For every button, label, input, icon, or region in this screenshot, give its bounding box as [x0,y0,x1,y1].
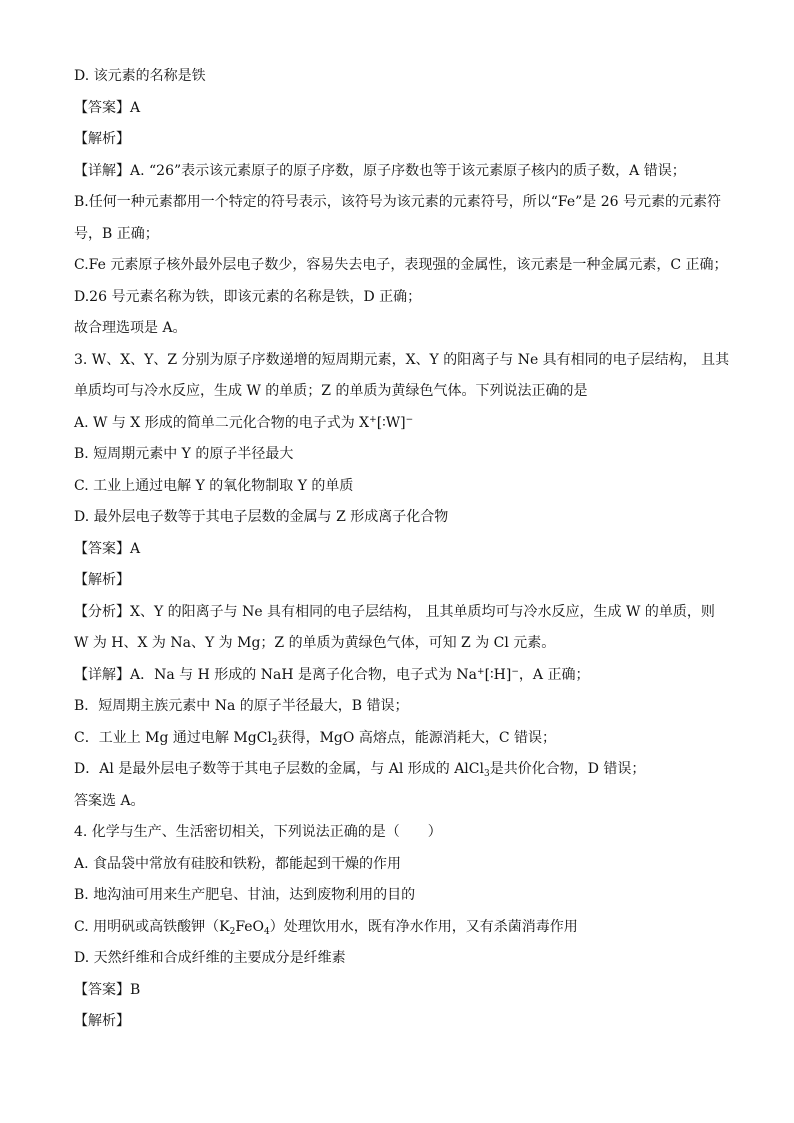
option-b-line: B. 地沟油可用来生产肥皂、甘油，达到废物利用的目的 [74,887,416,903]
analysis-heading: 【解析】 [74,572,130,588]
detail-line: C．工业上 Mg 通过电解 MgCl$_2$获得，MgO 高熔点，能源消耗大，C 错误； [74,730,556,748]
question-4-stem: 4. 化学与生产、生活密切相关，下列说法正确的是（ ） [74,824,442,840]
option-d-line: D. 该元素的名称是铁 [74,68,206,84]
option-c-line: C. 用明矾或高铁酸钾$(K_2FeO_4)$处理饮用水，既有净水作用，又有杀菌消毒作用 [74,919,578,937]
option-a-line: A. 食品袋中常放有硅胶和铁粉，都能起到干燥的作用 [74,856,402,872]
option-d-line: D. 天然纤维和合成纤维的主要成分是纤维素 [74,950,346,966]
question-3-stem: 3. W、X、Y、Z 分别为原子序数递增的短周期元素，X、Y 的阳离子与 Ne 具有相同的电子层结构， 且其 [74,352,730,368]
option-a-line: A. W 与 X 形成的简单二元化合物的电子式为 X+[∶W]− [74,415,414,431]
option-c-line: C. 工业上通过电解 Y 的氧化物制取 Y 的单质 [74,478,354,494]
conclusion-line: 故合理选项是 A。 [74,320,187,336]
detail-line: B.任何一种元素都用一个特定的符号表示，该符号为该元素的元素符号，所以“Fe”是 26 号元素的元素符 [74,194,721,210]
option-b-line: B. 短周期元素中 Y 的原子半径最大 [74,446,294,462]
detail-line: 【详解】A. “26”表示该元素原子的原子序数，原子序数也等于该元素原子核内的质子数，A 错误； [74,163,686,179]
answer-line: 【答案】A [74,541,141,557]
analysis-line: 【分析】X、Y 的阳离子与 Ne 具有相同的电子层结构， 且其单质均可与冷水反应，生成 W 的单质，则 [74,604,715,620]
detail-line: D.26 号元素名称为铁，即该元素的名称是铁，D 正确； [74,289,422,305]
question-3-stem: 单质均可与冷水反应，生成 W 的单质；Z 的单质为黄绿色气体。下列说法正确的是 [74,383,588,399]
analysis-line: W 为 H、X 为 Na、Y 为 Mg；Z 的单质为黄绿色气体，可知 Z 为 Cl 元素。 [74,635,556,651]
answer-line: 【答案】A [74,100,141,116]
detail-line: 号，B 正确； [74,226,159,242]
detail-line: C.Fe 元素原子核外最外层电子数少，容易失去电子，表现强的金属性，该元素是一种金属元素，C 正确； [74,257,728,273]
detail-line: D．Al 是最外层电子数等于其电子层数的金属，与 Al 形成的 AlCl$_3$是共价化合物，D 错误； [74,761,646,779]
option-d-line: D. 最外层电子数等于其电子层数的金属与 Z 形成离子化合物 [74,509,449,525]
analysis-heading: 【解析】 [74,131,130,147]
answer-line: 【答案】B [74,982,141,998]
detail-line: B．短周期主族元素中 Na 的原子半径最大，B 错误； [74,698,409,714]
detail-line: 【详解】A．Na 与 H 形成的 NaH 是离子化合物，电子式为 Na+[∶H]−，A 正确； [74,667,590,683]
conclusion-line: 答案选 A。 [74,793,145,809]
analysis-heading: 【解析】 [74,1013,130,1029]
